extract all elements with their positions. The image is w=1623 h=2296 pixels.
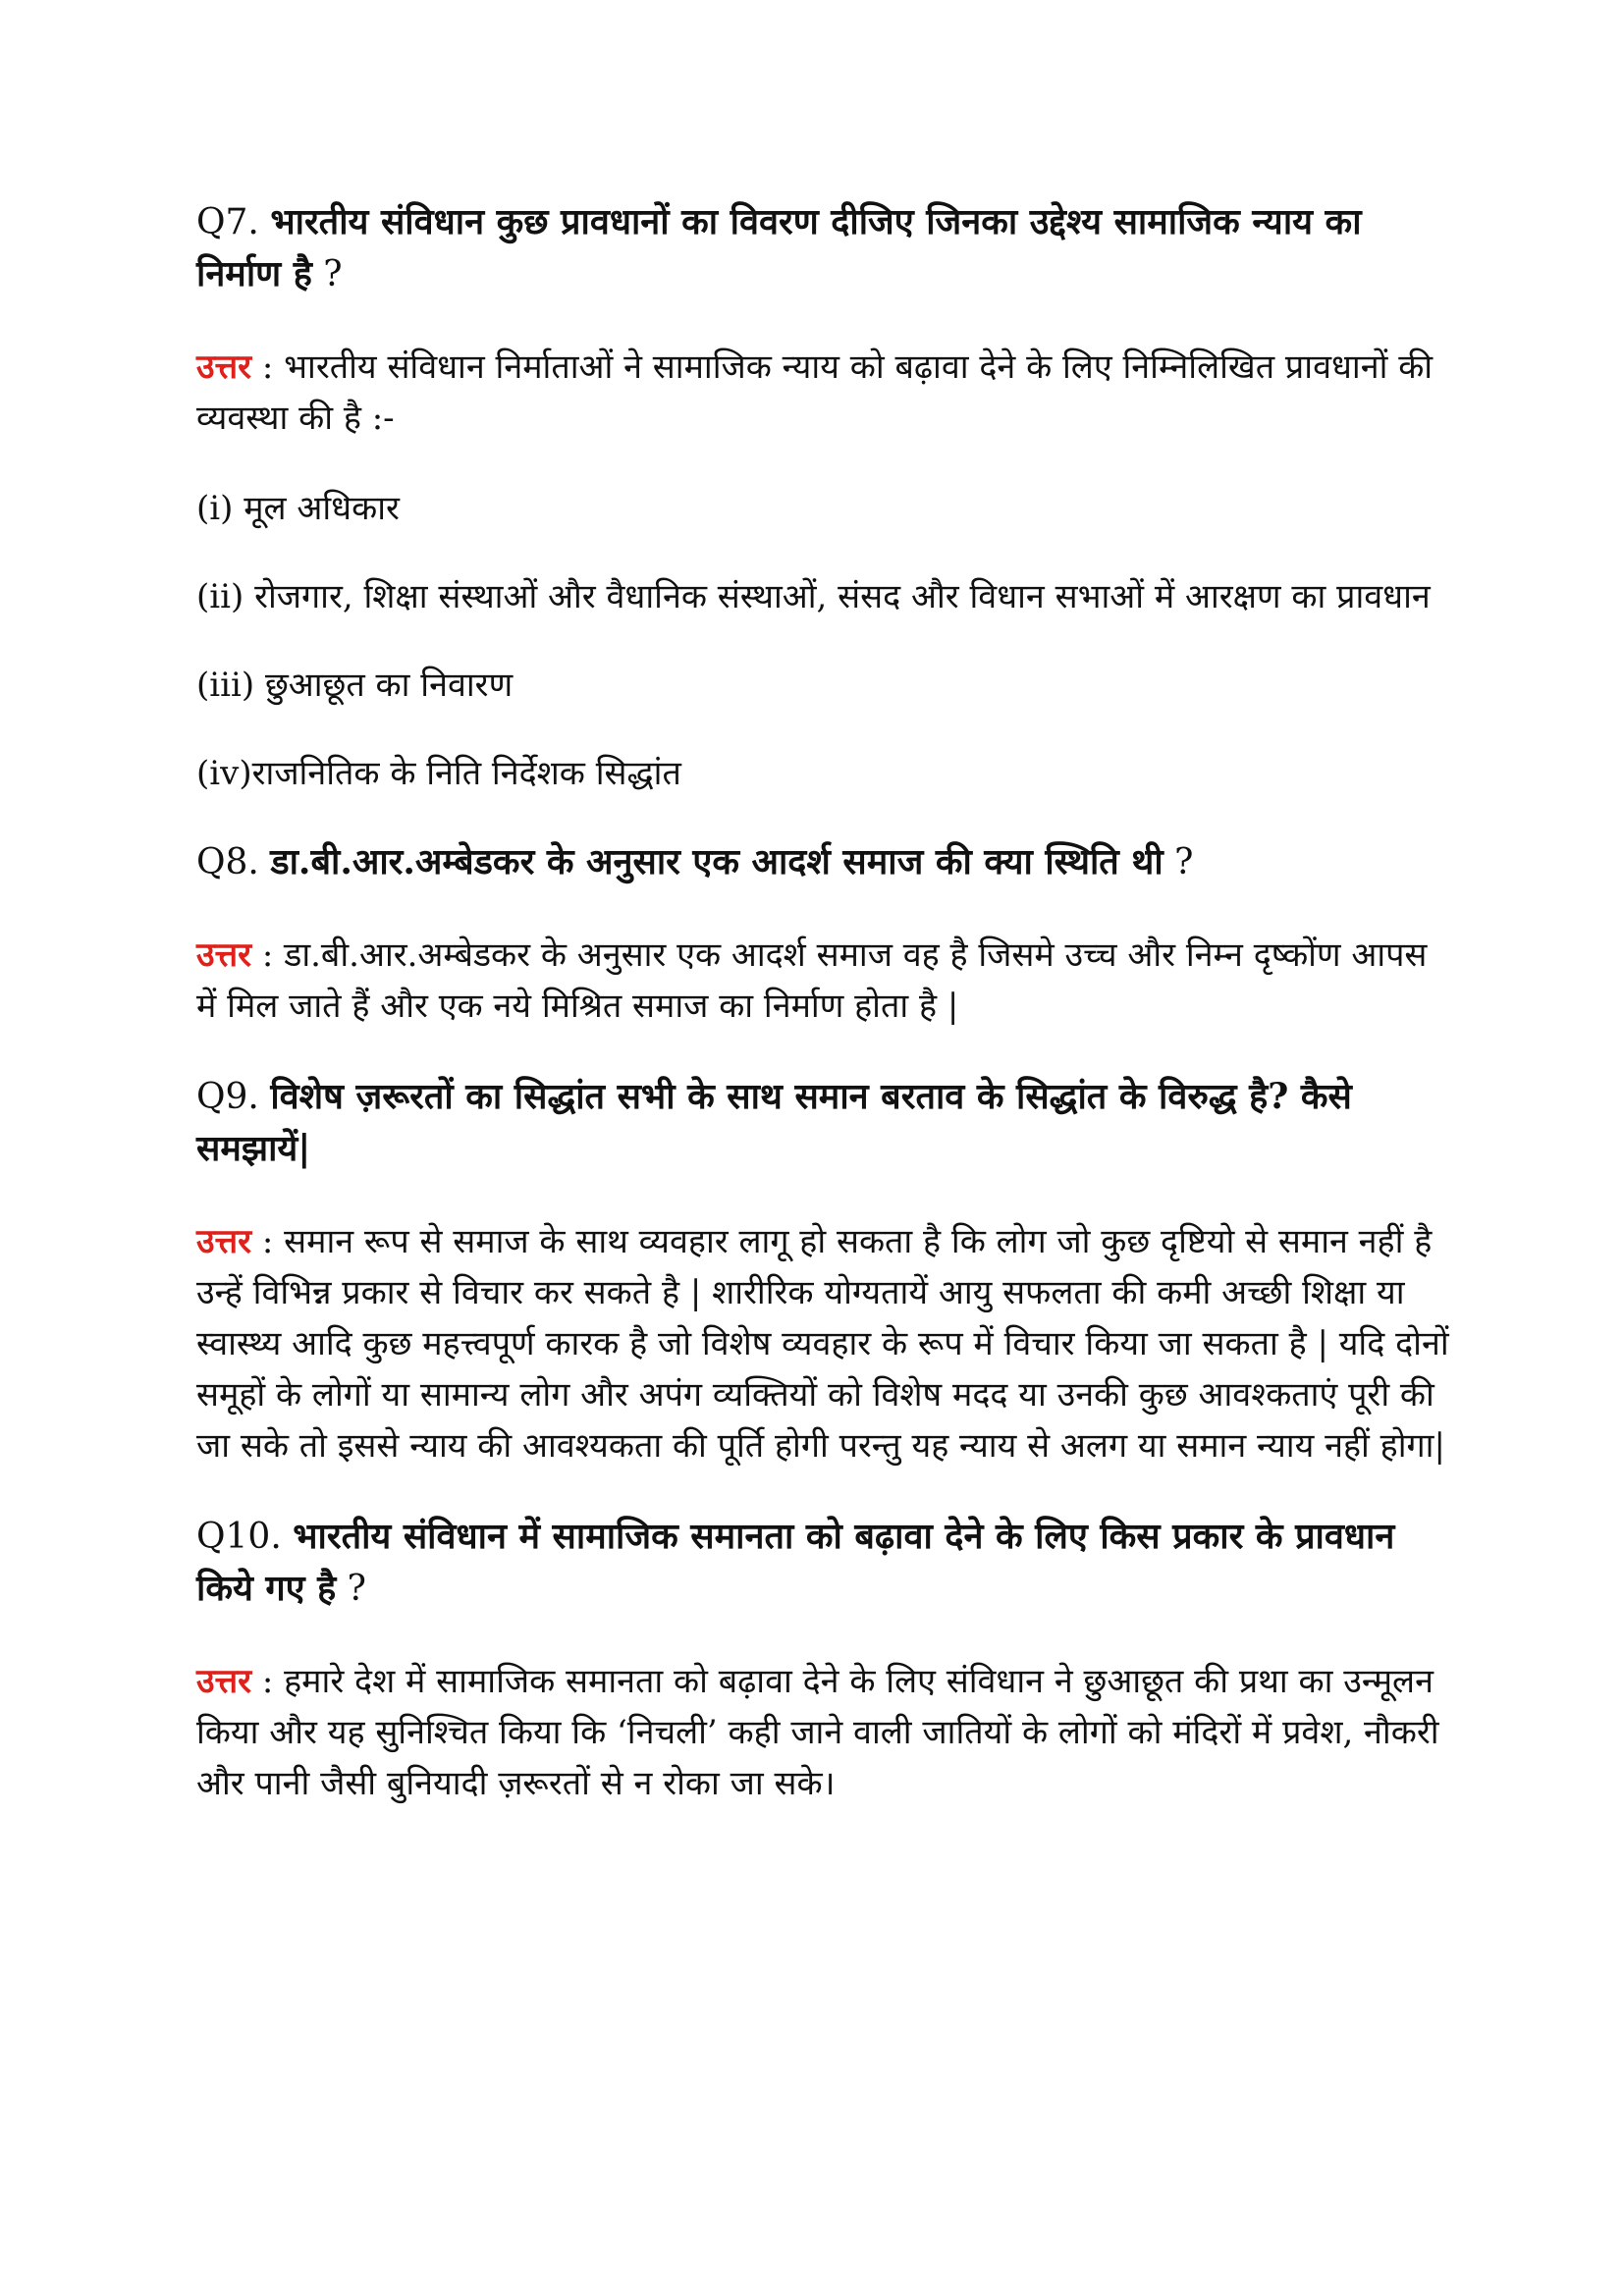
answer-8: [196, 930, 1453, 1032]
question-8: [196, 836, 1453, 888]
list-item: (iii) छुआछूत का निवारण: [196, 666, 514, 705]
question-mark: ?: [336, 1569, 366, 1609]
answer-separator: :: [251, 347, 285, 387]
answer-text: डा.बी.आर.अम्बेडकर के अनुसार एक आदर्श समाज वह है जिसमे उच्च और निम्न दृष्कोंण आपस में मिल जाते हैं और एक नये मिश्रित समाज का निर्माण होता है |: [196, 935, 1428, 1026]
answer-10: [196, 1656, 1453, 1809]
answer-label: उत्तर: [196, 347, 252, 387]
question-text: भारतीय संविधान में सामाजिक समानता को बढ़ावा देने के लिए किस प्रकार के प्रावधान किये गए है: [196, 1516, 1395, 1609]
question-number: Q9.: [196, 1077, 259, 1117]
answer-text: समान रूप से समाज के साथ व्यवहार लागू हो सकता है कि लोग जो कुछ दृष्टियो से समान नहीं है उन्हें विभिन्न प्रकार से विचार कर सकते है | शारीरिक योग्यतायें आयु सफलता की कमी अच्छी शिक्षा या स्वास्थ्य आदि कुछ महत्त्वपूर्ण कारक है जो विशेष व्यवहार के रूप में विचार किया जा सकता है | यदि दोनों समूहों के लोगों या सामान्य लोग और अपंग व्यक्तियों को विशेष मदद या उनकी कुछ आवश्कताएं पूरी की जा सके तो इससे न्याय की आवश्यकता की पूर्ति होगी परन्तु यह न्याय से अलग या समान न्याय नहीं होगा|: [196, 1222, 1449, 1466]
answer-separator: :: [251, 1662, 285, 1701]
answer-separator: :: [251, 1222, 285, 1261]
document-page: [196, 196, 1453, 1848]
answer-7: [196, 342, 1453, 444]
answer-label: उत्तर: [196, 1662, 252, 1701]
answer-text: हमारे देश में सामाजिक समानता को बढ़ावा देने के लिए संविधान ने छुआछूत की प्रथा का उन्मूलन किया और यह सुनिश्चित किया कि ‘निचली’ कही जाने वाली जातियों के लोगों को मंदिरों में प्रवेश, नौकरी और पानी जैसी बुनियादी ज़रूरतों से न रोका जा सके।: [196, 1662, 1439, 1803]
question-text: डा.बी.आर.अम्बेडकर के अनुसार एक आदर्श समाज की क्या स्थिति थी: [270, 841, 1163, 882]
question-mark: ?: [311, 254, 343, 294]
answer-separator: :: [251, 935, 285, 975]
question-10: [196, 1511, 1453, 1615]
question-number: Q8.: [196, 842, 259, 882]
question-number: Q10.: [196, 1517, 282, 1557]
list-item: (ii) रोजगार, शिक्षा संस्थाओं और वैधानिक संस्थाओं, संसद और विधान सभाओं में आरक्षण का प्रावधान: [196, 577, 1431, 616]
question-7: [196, 196, 1453, 300]
answer-9: [196, 1216, 1453, 1471]
question-number: Q7.: [196, 202, 259, 242]
answer-label: उत्तर: [196, 1222, 252, 1261]
answer-text: भारतीय संविधान निर्माताओं ने सामाजिक न्याय को बढ़ावा देने के लिए निम्निलिखित प्रावधानों की व्यवस्था की है :-: [196, 347, 1434, 438]
question-mark: ?: [1163, 842, 1194, 882]
question-text: विशेष ज़रूरतों का सिद्धांत सभी के साथ समान बरताव के सिद्धांत के विरुद्ध है? कैसे समझायें|: [196, 1076, 1352, 1169]
question-9: [196, 1071, 1453, 1175]
answer-label: उत्तर: [196, 935, 252, 975]
question-text: भारतीय संविधान कुछ प्रावधानों का विवरण दीजिए जिनका उद्देश्य सामाजिक न्याय का निर्माण है: [196, 201, 1362, 294]
list-item: (i) मूल अधिकार: [196, 489, 400, 528]
list-item: (iv)राजनितिक के निति निर्देशक सिद्धांत: [196, 754, 681, 793]
